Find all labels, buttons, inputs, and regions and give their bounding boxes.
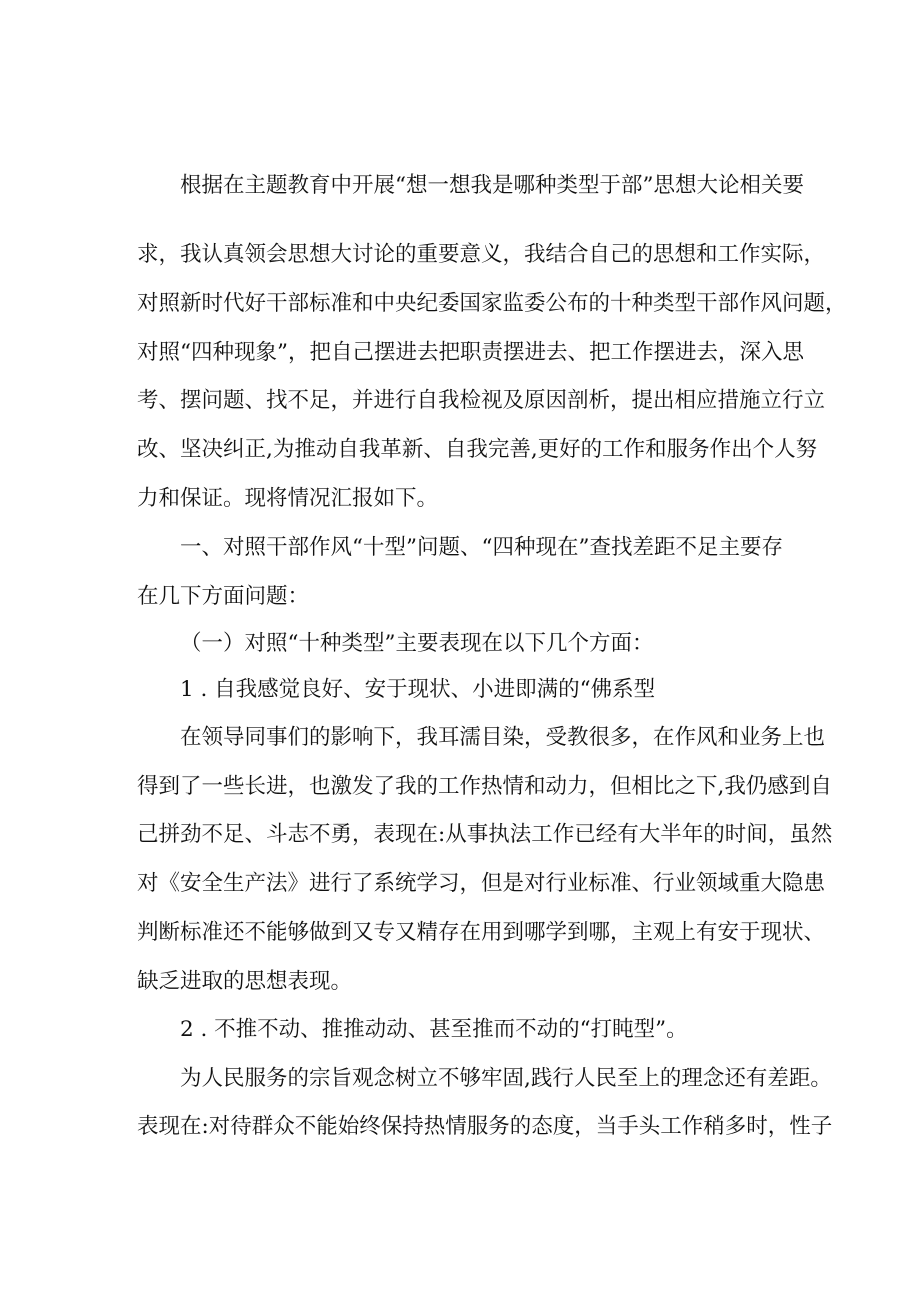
text-line: 对照“四种现象”，把自己摆进去把职责摆进去、把工作摆进去，深入思 (137, 340, 804, 365)
text-line: 表现在:对待群众不能始终保持热情服务的态度，当手头工作稍多时，性子 (137, 1114, 833, 1139)
text-line: 力和保证。现将情况汇报如下。 (137, 486, 439, 511)
text-line: 求，我认真领会思想大讨论的重要意义，我结合自己的思想和工作实际， (137, 242, 826, 267)
text-line: 得到了一些长进，也激发了我的工作热情和动力，但相比之下,我仍感到自 (137, 774, 832, 799)
subsection-heading: （一）对照“十种类型”主要表现在以下几个方面： (180, 631, 654, 656)
text-line: 在领导同事们的影响下，我耳濡目染，受教很多，在作风和业务上也 (180, 725, 826, 750)
text-line: 考、摆问题、找不足，并进行自我检视及原因剖析，提出相应措施立行立 (137, 388, 826, 413)
section-heading-continued: 在几下方面问题： (137, 584, 310, 609)
section-heading: 一、对照干部作风“十型”问题、“四种现在”查找差距不足主要存 (180, 535, 783, 560)
item-heading-1: 1 . 自我感觉良好、安于现状、小进即满的“佛系型 (180, 677, 656, 702)
text-line: 判断标准还不能够做到又专又精存在用到哪学到哪，主观上有安于现状、 (137, 920, 826, 945)
text-line: 为人民服务的宗旨观念树立不够牢固,践行人民至上的理念还有差距。 (180, 1066, 832, 1091)
text-line: 改、坚决纠正,为推动自我革新、自我完善,更好的工作和服务作出个人努 (137, 437, 818, 462)
text-line: 根据在主题教育中开展“想一想我是哪种类型于部”思想大论相关要 (180, 173, 804, 198)
text-line: 缺乏进取的思想表现。 (137, 969, 353, 994)
text-line: 己拼劲不足、斗志不勇，表现在:从事执法工作已经有大半年的时间，虽然 (137, 822, 833, 847)
text-line: 对《安全生产法》进行了系统学习，但是对行业标准、行业领域重大隐患 (137, 871, 826, 896)
item-heading-2: 2 . 不推不动、推推动动、甚至推而不动的“打盹型”。 (180, 1017, 688, 1042)
text-line: 对照新时代好干部标准和中央纪委国家监委公布的十种类型干部作风问题， (137, 291, 847, 316)
